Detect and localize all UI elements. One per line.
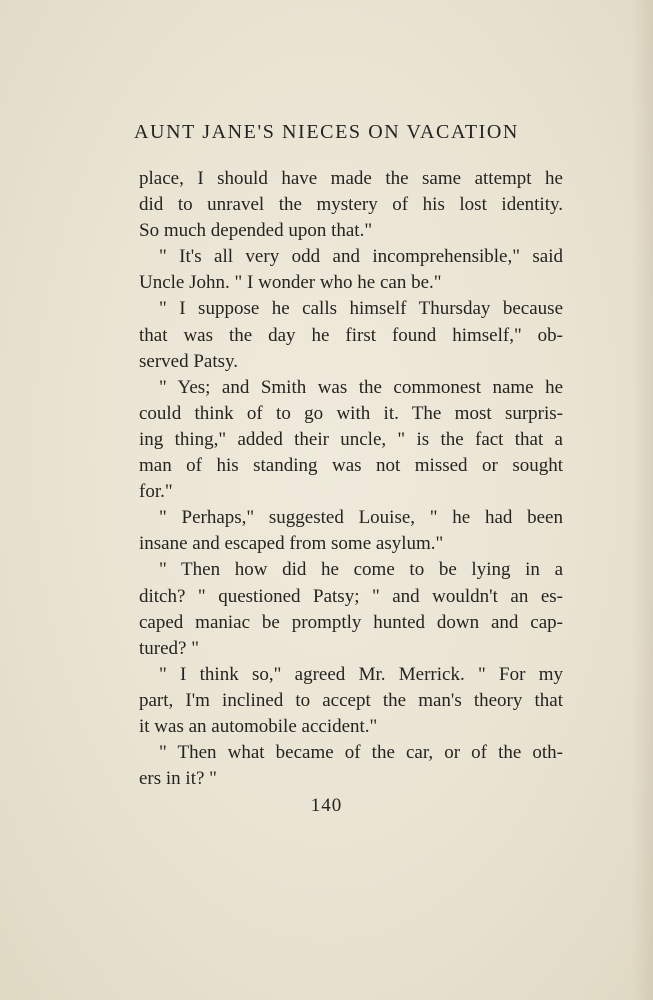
text-line: ing thing," added their uncle, " is the fact that a: [139, 428, 563, 450]
text-line: " It's all very odd and incomprehensible," said: [159, 246, 563, 268]
text-line: man of his standing was not missed or sought: [139, 455, 563, 477]
text-line: place, I should have made the same attempt he: [139, 168, 563, 189]
text-line: So much depended upon that.": [139, 220, 373, 242]
text-line: " Then how did he come to be lying in a: [159, 559, 563, 581]
text-line: Uncle John. " I wonder who he can be.": [139, 272, 442, 294]
text-line: could think of to go with it. The most surpris-: [139, 402, 563, 424]
page-number: 140: [310, 795, 343, 816]
body-text: [139, 166, 563, 792]
text-line: that was the day he first found himself," ob-: [139, 324, 563, 346]
text-line: ditch? " questioned Patsy; " and wouldn't an es-: [139, 585, 563, 607]
text-line: did to unravel the mystery of his lost identity.: [139, 194, 563, 216]
text-line: part, I'm inclined to accept the man's theory that: [139, 689, 563, 711]
text-line: ers in it? ": [139, 768, 217, 790]
text-line: it was an automobile accident.": [139, 715, 378, 737]
text-line: for.": [139, 481, 173, 503]
text-line: " I think so," agreed Mr. Merrick. " For my: [159, 663, 563, 685]
text-line: caped maniac be promptly hunted down and cap-: [139, 611, 563, 633]
text-line: tured? ": [139, 637, 199, 659]
text-line: " I suppose he calls himself Thursday because: [159, 298, 563, 320]
text-line: insane and escaped from some asylum.": [139, 533, 444, 555]
page-edge-shadow: [631, 0, 653, 1000]
running-head: AUNT JANE'S NIECES ON VACATION: [134, 121, 519, 143]
text-line: " Then what became of the car, or of the oth-: [159, 742, 563, 764]
text-line: " Perhaps," suggested Louise, " he had been: [159, 507, 563, 529]
text-line: " Yes; and Smith was the commonest name he: [159, 376, 563, 398]
text-line: served Patsy.: [139, 350, 239, 372]
